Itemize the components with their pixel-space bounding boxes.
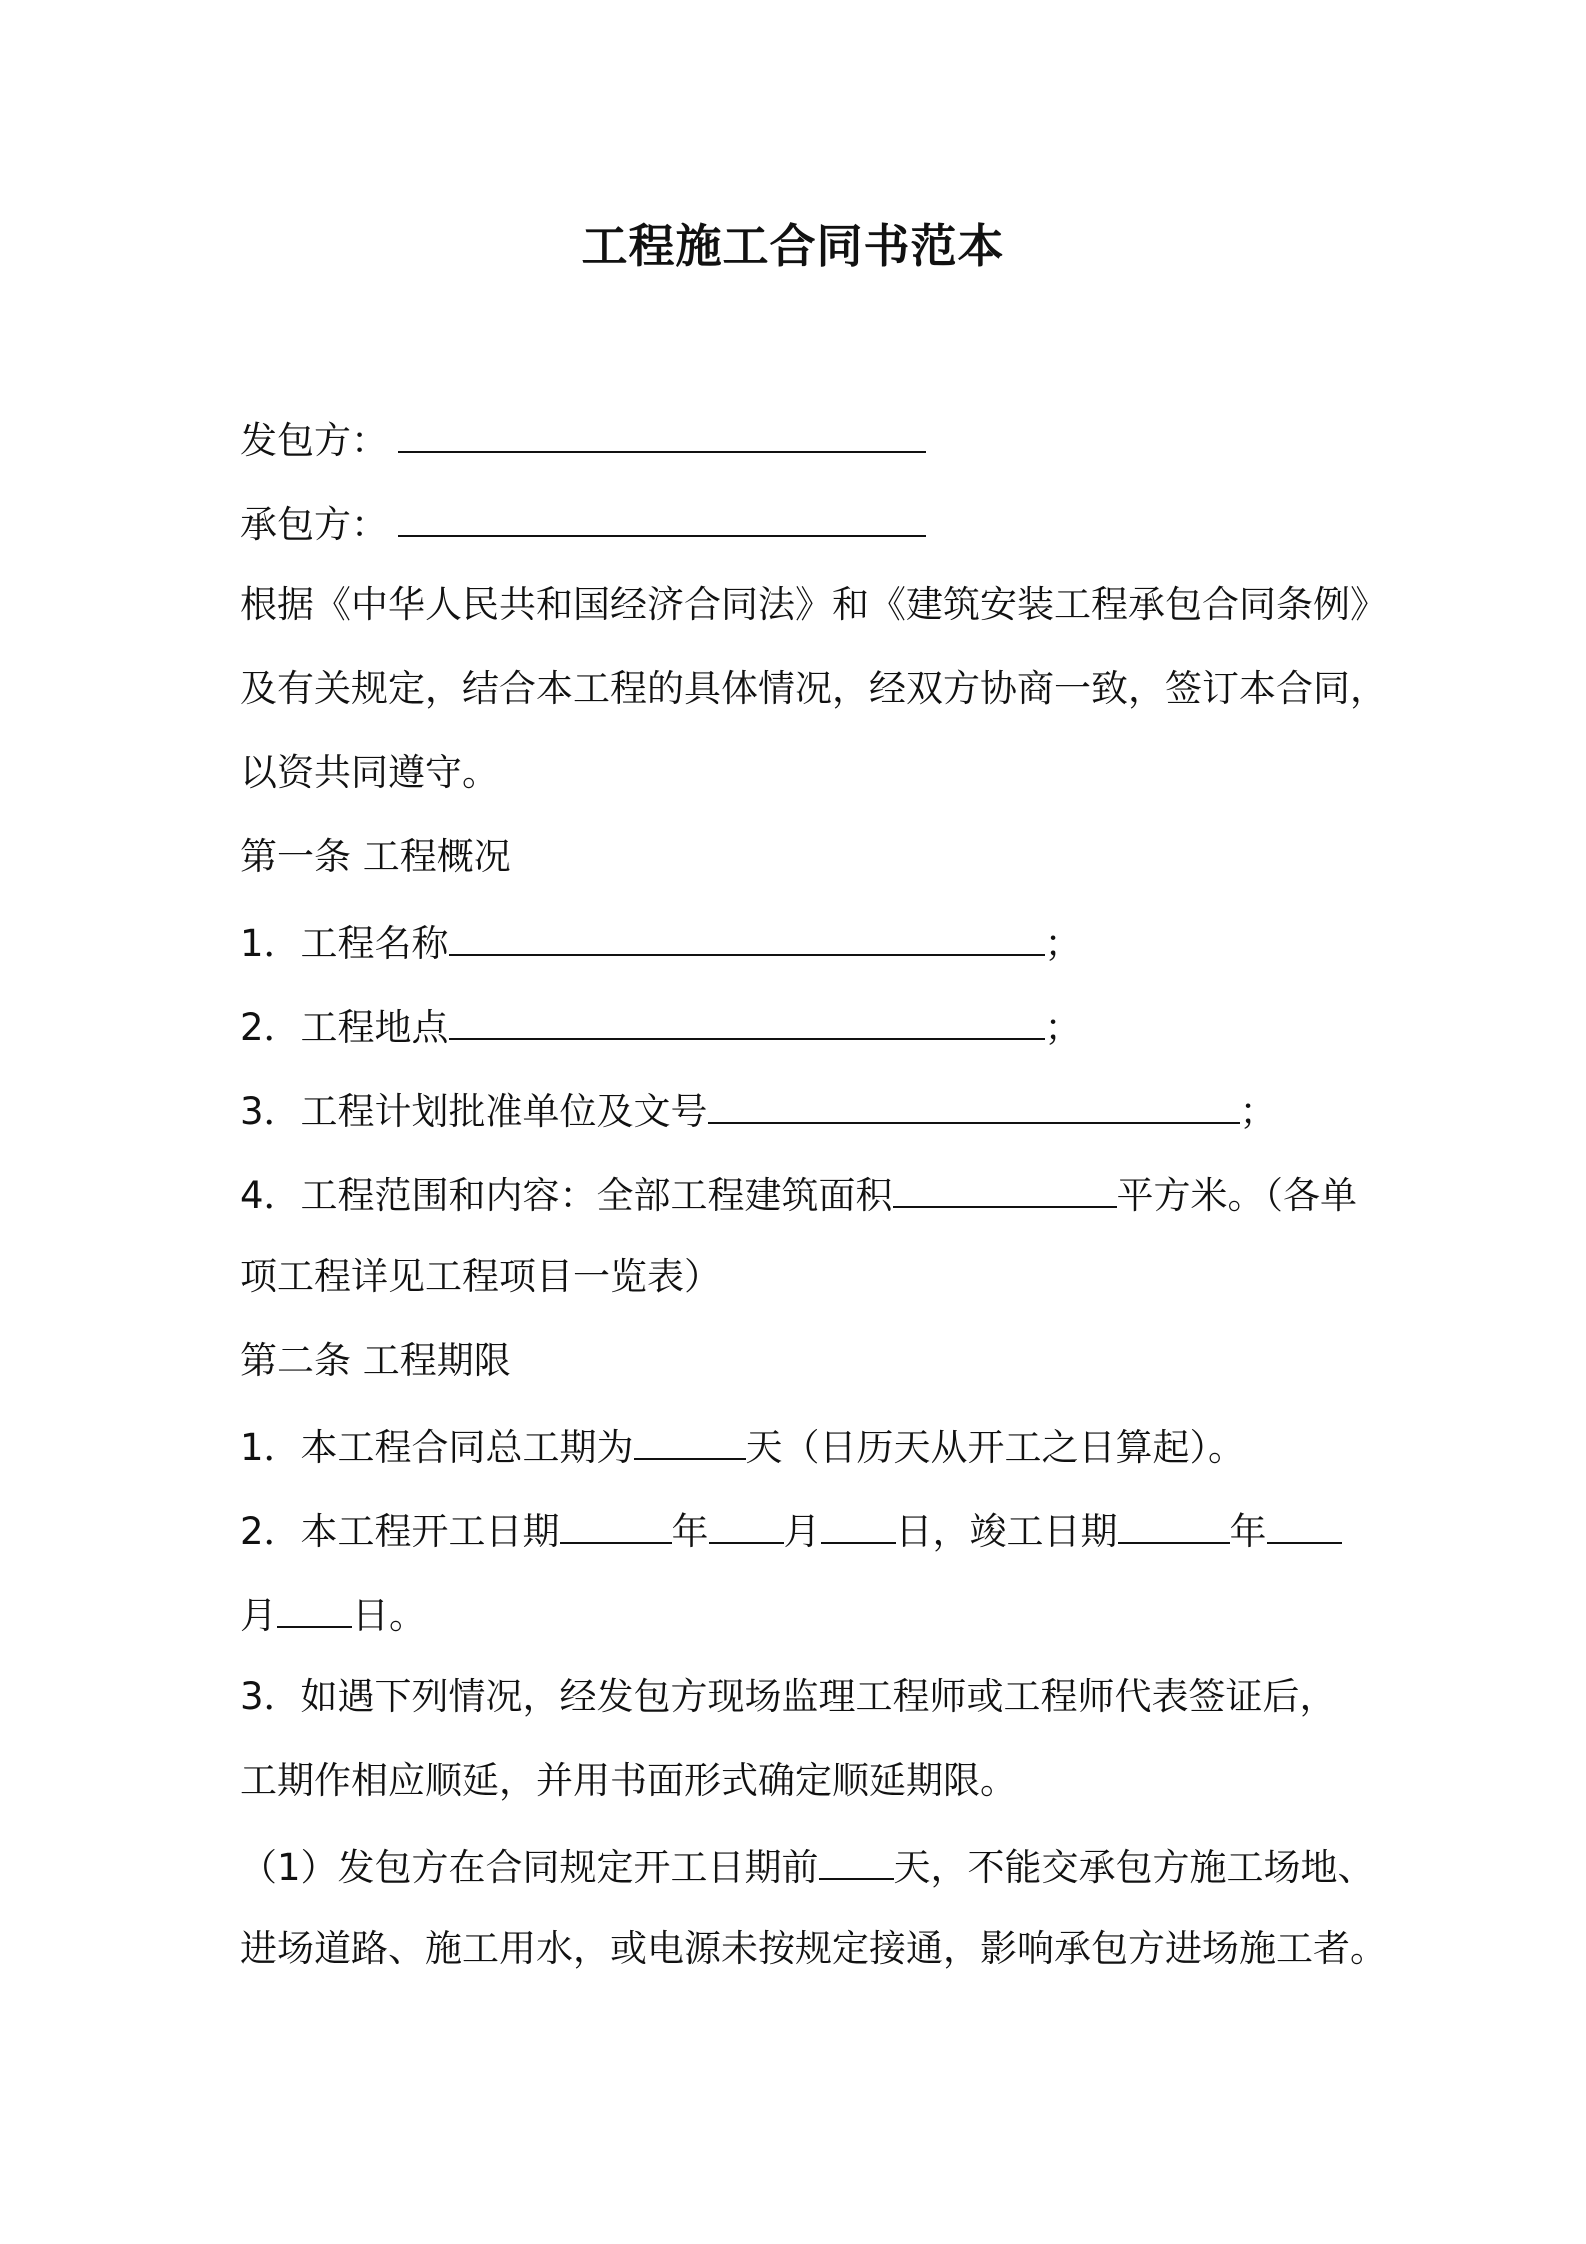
project-name-blank[interactable]	[449, 916, 1045, 956]
year-label: 年	[671, 1510, 709, 1553]
semicolon: ；	[1239, 1090, 1277, 1133]
end-date-label: 竣工日期	[969, 1510, 1118, 1553]
approval-unit-blank[interactable]	[708, 1084, 1240, 1124]
article1-heading: 第一条 工程概况	[240, 835, 511, 878]
article1-item4	[240, 1168, 1357, 1218]
approval-unit-label: 3．工程计划批准单位及文号	[240, 1090, 708, 1133]
article2-sub1	[240, 1840, 1375, 1890]
scope-label: 4．工程范围和内容：全部工程建筑面积	[240, 1174, 893, 1217]
intro-line-1: 根据《中华人民共和国经济合同法》和《建筑安装工程承包合同条例》	[240, 583, 1387, 626]
area-blank[interactable]	[893, 1168, 1117, 1208]
document-title: 工程施工合同书范本	[581, 219, 1005, 273]
end-month-blank-a[interactable]	[1267, 1504, 1342, 1544]
article1-item3	[240, 1084, 1277, 1134]
project-location-blank[interactable]	[449, 1000, 1045, 1040]
duration-unit: 天（日历天从开工之日算起）。	[745, 1426, 1246, 1469]
party-b-line	[240, 497, 926, 547]
project-location-label: 2．工程地点	[240, 1006, 449, 1049]
sub1-text: 天，不能交承包方施工场地、	[893, 1846, 1375, 1889]
duration-label: 1．本工程合同总工期为	[240, 1426, 634, 1469]
sub1-days-blank[interactable]	[819, 1840, 894, 1880]
article2-item1	[240, 1420, 1245, 1470]
article2-item3-line2: 工期作相应顺延，并用书面形式确定顺延期限。	[240, 1759, 1017, 1802]
year-label: 年	[1229, 1510, 1267, 1553]
article1-item2	[240, 1000, 1082, 1050]
start-date-label: 2．本工程开工日期	[240, 1510, 560, 1553]
start-year-blank[interactable]	[560, 1504, 672, 1544]
article2-sub1-line2: 进场道路、施工用水，或电源未按规定接通，影响承包方进场施工者。	[240, 1927, 1387, 1970]
day-end-label: 日。	[352, 1594, 426, 1637]
party-a-label: 发包方：	[240, 419, 388, 462]
end-year-blank[interactable]	[1118, 1504, 1230, 1544]
party-a-line	[240, 413, 926, 463]
end-day-blank[interactable]	[277, 1588, 352, 1628]
project-name-label: 1．工程名称	[240, 922, 449, 965]
article2-item2-cont	[240, 1588, 426, 1638]
start-day-blank[interactable]	[821, 1504, 896, 1544]
party-b-blank[interactable]	[398, 497, 926, 537]
intro-line-3: 以资共同遵守。	[240, 751, 499, 794]
duration-blank[interactable]	[634, 1420, 746, 1460]
scope-unit: 平方米。（各单	[1116, 1174, 1358, 1217]
semicolon: ；	[1044, 1006, 1082, 1049]
start-month-blank[interactable]	[709, 1504, 784, 1544]
semicolon: ；	[1044, 922, 1082, 965]
intro-line-2: 及有关规定，结合本工程的具体情况，经双方协商一致，签订本合同，	[240, 667, 1387, 710]
article2-heading: 第二条 工程期限	[240, 1339, 511, 1382]
article1-item1	[240, 916, 1082, 966]
sub1-label: （1）发包方在合同规定开工日期前	[240, 1846, 819, 1889]
article2-item3-line1: 3．如遇下列情况，经发包方现场监理工程师或工程师代表签证后，	[240, 1675, 1337, 1718]
article2-item2	[240, 1504, 1342, 1554]
party-b-label: 承包方：	[240, 503, 388, 546]
month-label: 月	[783, 1510, 821, 1553]
month-label: 月	[240, 1594, 277, 1637]
day-label: 日，	[895, 1510, 970, 1553]
article1-item4-cont: 项工程详见工程项目一览表）	[240, 1255, 721, 1298]
party-a-blank[interactable]	[398, 413, 926, 453]
